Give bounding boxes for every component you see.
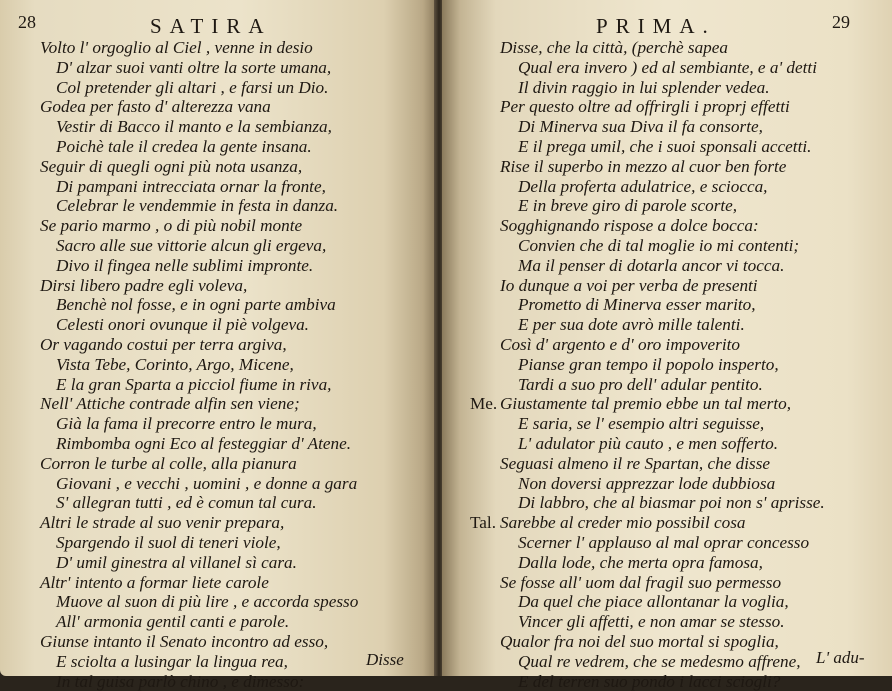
verse-line xyxy=(40,256,358,276)
verse-text: S' allegran tutti , ed è comun tal cura. xyxy=(56,493,317,512)
running-head-right: PRIMA. xyxy=(596,14,716,40)
verse-line xyxy=(470,612,825,632)
verse-block-right xyxy=(470,38,825,691)
verse-line xyxy=(470,276,825,296)
verse-line xyxy=(470,157,825,177)
verse-text: Celebrar le vendemmie in festa in danza. xyxy=(56,196,338,215)
verse-line xyxy=(40,276,358,296)
verse-line xyxy=(470,355,825,375)
verse-text: Pianse gran tempo il popolo insperto, xyxy=(518,355,779,374)
verse-line xyxy=(40,652,358,672)
verse-line xyxy=(470,256,825,276)
verse-line xyxy=(470,513,825,533)
verse-text: Col pretender gli altari , e farsi un Dio. xyxy=(56,78,328,97)
verse-line xyxy=(40,454,358,474)
verse-line xyxy=(40,97,358,117)
verse-text: Benchè nol fosse, e in ogni parte ambiva xyxy=(56,295,336,314)
verse-text: Scerner l' applauso al mal oprar concesso xyxy=(518,533,809,552)
verse-text: E la gran Sparta a picciol fiume in riva, xyxy=(56,375,331,394)
verse-text: Poichè tale il credea la gente insana. xyxy=(56,137,312,156)
verse-text: Qualor fra noi del suo mortal si spoglia, xyxy=(500,632,779,651)
verse-line xyxy=(470,533,825,553)
verse-text: Dalla lode, che merta opra famosa, xyxy=(518,553,763,572)
verse-line xyxy=(40,474,358,494)
verse-text: E per sua dote avrò mille talenti. xyxy=(518,315,745,334)
verse-text: Convien che di tal moglie io mi contenti; xyxy=(518,236,799,255)
verse-text: Se pario marmo , o di più nobil monte xyxy=(40,216,302,235)
verse-line xyxy=(470,177,825,197)
verse-text: Il divin raggio in lui splender vedea. xyxy=(518,78,770,97)
verse-line xyxy=(40,632,358,652)
verse-text: Di labbro, che al biasmar poi non s' aprisse. xyxy=(518,493,825,512)
verse-text: Giunse intanto il Senato incontro ad esso, xyxy=(40,632,328,651)
verse-text: Altr' intento a formar liete carole xyxy=(40,573,269,592)
verse-line xyxy=(470,295,825,315)
verse-text: Vincer gli affetti, e non amar se stesso. xyxy=(518,612,785,631)
verse-line xyxy=(470,196,825,216)
verse-line xyxy=(470,414,825,434)
verse-line xyxy=(40,117,358,137)
verse-text: Sarebbe al creder mio possibil cosa xyxy=(500,513,746,532)
verse-line xyxy=(470,493,825,513)
verse-text: Così d' argento e d' oro impoverito xyxy=(500,335,740,354)
verse-text: Qual re vedrem, che se medesmo affrene, xyxy=(518,652,801,671)
verse-text: Della proferta adulatrice, e sciocca, xyxy=(518,177,767,196)
verse-text: Or vagando costui per terra argiva, xyxy=(40,335,287,354)
verse-text: Disse, che la città, (perchè sapea xyxy=(500,38,728,57)
verse-text: Muove al suon di più lire , e accorda spesso xyxy=(56,592,358,611)
verse-line xyxy=(470,632,825,652)
verse-text: D' alzar suoi vanti oltre la sorte umana, xyxy=(56,58,331,77)
verse-line xyxy=(470,434,825,454)
verse-text: E il prega umil, che i suoi sponsali accetti. xyxy=(518,137,811,156)
verse-line xyxy=(470,97,825,117)
verse-line xyxy=(40,493,358,513)
verse-text: Giustamente tal premio ebbe un tal merto, xyxy=(500,394,791,413)
verse-text: Rise il superbo in mezzo al cuor ben forte xyxy=(500,157,786,176)
verse-line xyxy=(40,58,358,78)
verse-line xyxy=(40,513,358,533)
page-number-left: 28 xyxy=(18,12,36,33)
verse-text: Io dunque a voi per verba de presenti xyxy=(500,276,758,295)
catchword-right: L' adu- xyxy=(816,648,865,668)
verse-line xyxy=(470,553,825,573)
verse-line xyxy=(40,137,358,157)
verse-text: Non doversi apprezzar lode dubbiosa xyxy=(518,474,775,493)
verse-line xyxy=(40,375,358,395)
verse-line xyxy=(40,573,358,593)
verse-text: Altri le strade al suo venir prepara, xyxy=(40,513,284,532)
speaker-label: Tal. xyxy=(470,513,500,533)
right-page xyxy=(442,0,892,676)
verse-line xyxy=(470,335,825,355)
verse-text: Corron le turbe al colle, alla pianura xyxy=(40,454,297,473)
verse-line xyxy=(40,394,358,414)
verse-text: E sciolta a lusingar la lingua rea, xyxy=(56,652,288,671)
verse-text: Di pampani intrecciata ornar la fronte, xyxy=(56,177,326,196)
verse-text: Spargendo il suol di teneri viole, xyxy=(56,533,281,552)
verse-text: Volto l' orgoglio al Ciel , venne in desio xyxy=(40,38,313,57)
verse-block-left xyxy=(40,38,358,691)
verse-line xyxy=(470,236,825,256)
verse-line xyxy=(470,652,825,672)
verse-line xyxy=(470,454,825,474)
verse-text: Sacro alle sue vittorie alcun gli ergeva, xyxy=(56,236,326,255)
verse-line xyxy=(40,177,358,197)
verse-line xyxy=(40,38,358,58)
verse-line xyxy=(40,216,358,236)
verse-line xyxy=(470,216,825,236)
verse-text: Seguir di quegli ogni più nota usanza, xyxy=(40,157,302,176)
verse-text: Rimbomba ogni Eco al festeggiar d' Atene. xyxy=(56,434,351,453)
verse-line xyxy=(40,434,358,454)
verse-text: Seguasi almeno il re Spartan, che disse xyxy=(500,454,770,473)
speaker-label: Me. xyxy=(470,394,500,414)
verse-line xyxy=(470,375,825,395)
verse-line xyxy=(40,236,358,256)
verse-text: All' armonia gentil canti e parole. xyxy=(56,612,289,631)
verse-line xyxy=(470,137,825,157)
verse-text: Prometto di Minerva esser marito, xyxy=(518,295,756,314)
verse-line xyxy=(470,592,825,612)
verse-line xyxy=(40,672,358,691)
verse-line xyxy=(470,315,825,335)
verse-line xyxy=(470,394,825,414)
verse-line xyxy=(40,553,358,573)
verse-line xyxy=(40,295,358,315)
verse-text: Già la fama il precorre entro le mura, xyxy=(56,414,317,433)
verse-text: Vista Tebe, Corinto, Argo, Micene, xyxy=(56,355,294,374)
verse-text: Celesti onori ovunque il piè volgeva. xyxy=(56,315,309,334)
verse-line xyxy=(40,335,358,355)
verse-text: L' adulator più cauto , e men sofferto. xyxy=(518,434,778,453)
verse-text: D' umil ginestra al villanel sì cara. xyxy=(56,553,297,572)
verse-text: Sogghignando rispose a dolce bocca: xyxy=(500,216,759,235)
running-head-left: SATIRA xyxy=(150,14,272,40)
verse-text: Nell' Attiche contrade alfin sen viene; xyxy=(40,394,300,413)
verse-text: Dirsi libero padre egli voleva, xyxy=(40,276,247,295)
verse-line xyxy=(40,157,358,177)
verse-text: Qual era invero ) ed al sembiante, e a' detti xyxy=(518,58,817,77)
verse-line xyxy=(470,38,825,58)
verse-text: Per questo oltre ad offrirgli i proprj effetti xyxy=(500,97,790,116)
left-page xyxy=(0,0,436,676)
verse-line xyxy=(470,78,825,98)
catchword-left: Disse xyxy=(366,650,404,670)
verse-line xyxy=(40,612,358,632)
verse-line xyxy=(40,355,358,375)
verse-line xyxy=(470,672,825,691)
verse-line xyxy=(40,196,358,216)
verse-line xyxy=(40,315,358,335)
verse-line xyxy=(40,533,358,553)
verse-text: E saria, se l' esempio altri seguisse, xyxy=(518,414,764,433)
verse-text: Da quel che piace allontanar la voglia, xyxy=(518,592,789,611)
verse-text: Vestir di Bacco il manto e la sembianza, xyxy=(56,117,332,136)
verse-line xyxy=(470,474,825,494)
verse-text: E del terren suo pondo i lacci sciogli? xyxy=(518,672,780,691)
verse-line xyxy=(470,573,825,593)
verse-line xyxy=(470,58,825,78)
verse-text: Di Minerva sua Diva il fa consorte, xyxy=(518,117,763,136)
verse-text: Divo il fingea nelle sublimi impronte. xyxy=(56,256,313,275)
verse-text: Godea per fasto d' alterezza vana xyxy=(40,97,271,116)
verse-text: In tal guisa parlò chino , e dimesso: xyxy=(56,672,304,691)
verse-line xyxy=(40,592,358,612)
verse-text: Se fosse all' uom dal fragil suo permesso xyxy=(500,573,781,592)
verse-line xyxy=(40,78,358,98)
verse-text: Tardi a suo pro dell' adular pentito. xyxy=(518,375,763,394)
verse-line xyxy=(40,414,358,434)
page-number-right: 29 xyxy=(832,12,850,33)
verse-text: Giovani , e vecchi , uomini , e donne a gara xyxy=(56,474,357,493)
verse-text: E in breve giro di parole scorte, xyxy=(518,196,737,215)
verse-line xyxy=(470,117,825,137)
verse-text: Ma il penser di dotarla ancor vi tocca. xyxy=(518,256,784,275)
